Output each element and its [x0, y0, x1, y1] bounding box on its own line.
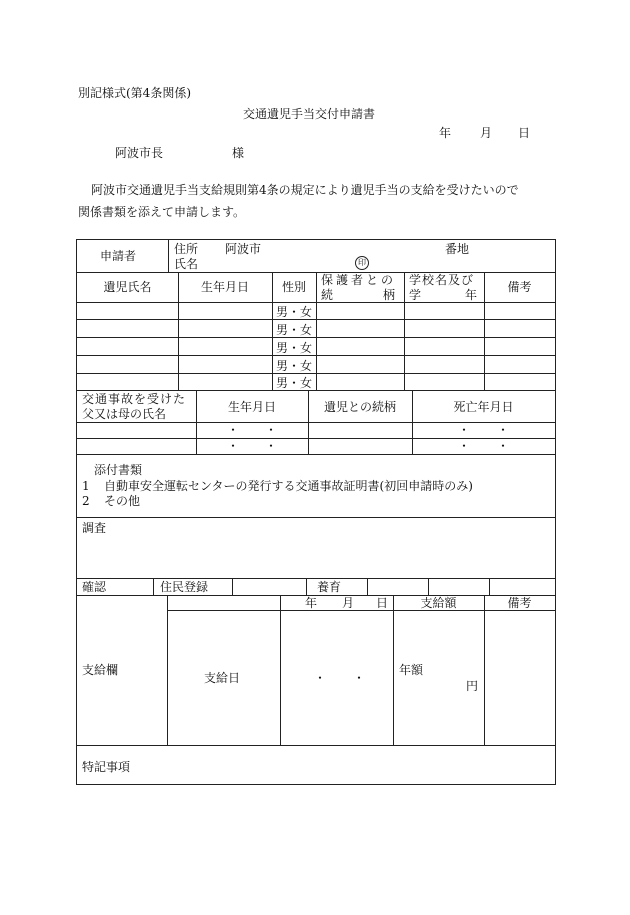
- annual-amount-label: 年額: [399, 663, 424, 677]
- parent-birth-header: 生年月日: [227, 400, 276, 414]
- payment-year-header: 年: [305, 596, 318, 610]
- honorific: 様: [232, 146, 245, 160]
- parent-name-header-1: 交通事故を受けた: [82, 392, 187, 406]
- special-notes-label: 特記事項: [82, 760, 131, 774]
- date-day: 日: [518, 126, 531, 140]
- payment-month-header: 月: [342, 596, 355, 610]
- guardian-relation-header-1: 保護者との: [321, 273, 397, 287]
- death-dot: ・: [497, 423, 510, 437]
- payment-day-header: 日: [376, 596, 389, 610]
- address-banchi: 番地: [445, 242, 470, 256]
- school-header-1: 学校名及び: [409, 273, 475, 287]
- yen-unit: 円: [466, 679, 479, 693]
- birth-dot: ・: [265, 439, 278, 453]
- parent-death-header: 死亡年月日: [453, 400, 514, 414]
- child-sex-header: 性別: [281, 280, 306, 294]
- payment-date-dot: ・: [314, 671, 327, 685]
- parent-relation-header: 遺児との続柄: [323, 400, 396, 414]
- rearing-label: 養育: [317, 580, 342, 594]
- birth-dot: ・: [227, 439, 240, 453]
- child-name-header: 遺児氏名: [103, 280, 152, 294]
- child-remarks-header: 備考: [507, 280, 532, 294]
- parent-name-header-2: 父又は母の氏名: [82, 407, 167, 421]
- payment-remarks-header: 備考: [507, 596, 532, 610]
- confirm-label: 確認: [82, 580, 107, 594]
- applicant-label: 申請者: [100, 249, 137, 263]
- payment-amount-header: 支給額: [420, 596, 457, 610]
- sex-option-row5: 男・女: [275, 376, 312, 390]
- sex-option-row4: 男・女: [275, 359, 312, 373]
- death-dot: ・: [497, 439, 510, 453]
- sex-option-row2: 男・女: [275, 323, 312, 337]
- address-city: 阿波市: [225, 242, 262, 256]
- attachment-2-number: 2: [82, 494, 90, 508]
- school-header-2: 学 年: [409, 288, 477, 302]
- guardian-relation-header-2: 続 柄: [321, 288, 395, 302]
- attachment-2-text: その他: [104, 494, 141, 508]
- addressee: 阿波市長: [115, 146, 164, 160]
- payment-date-dot: ・: [353, 671, 366, 685]
- body-text-line1: 阿波市交通遺児手当支給規則第4条の規定により遺児手当の支給を受けたいので: [91, 183, 519, 197]
- survey-label: 調査: [82, 521, 107, 535]
- child-birth-header: 生年月日: [200, 280, 249, 294]
- sex-option-row3: 男・女: [275, 341, 312, 355]
- date-month: 月: [480, 126, 493, 140]
- date-year: 年: [439, 126, 452, 140]
- body-text-line2: 関係書類を添えて申請します。: [78, 205, 246, 219]
- death-dot: ・: [458, 439, 471, 453]
- attachment-1-number: 1: [82, 479, 90, 493]
- attachment-1-text: 自動車安全運転センターの発行する交通事故証明書(初回申請時のみ): [104, 479, 473, 493]
- seal-mark-icon: 印: [355, 256, 369, 270]
- form-title: 交通遺児手当交付申請書: [243, 107, 376, 121]
- sex-option-row1: 男・女: [275, 305, 312, 319]
- address-label: 住所: [174, 242, 199, 256]
- birth-dot: ・: [265, 423, 278, 437]
- application-form-table: [76, 239, 556, 785]
- payment-date-label: 支給日: [204, 671, 241, 685]
- form-reference: 別記様式(第4条関係): [78, 86, 191, 100]
- birth-dot: ・: [227, 423, 240, 437]
- payment-section-label: 支給欄: [82, 663, 119, 677]
- death-dot: ・: [458, 423, 471, 437]
- resident-registration-label: 住民登録: [160, 580, 209, 594]
- name-label: 氏名: [174, 257, 199, 271]
- attachments-title: 添付書類: [94, 463, 143, 477]
